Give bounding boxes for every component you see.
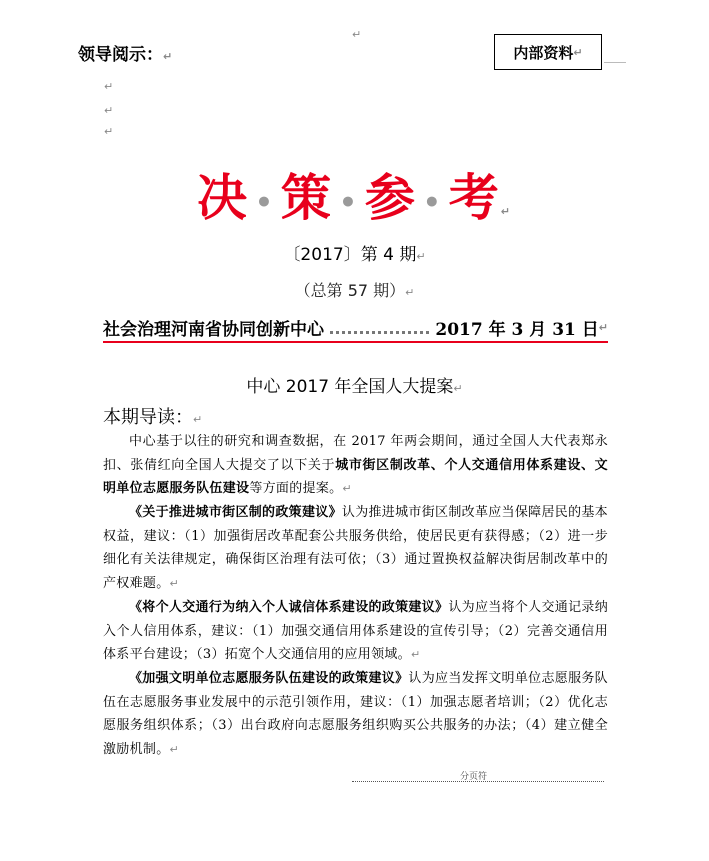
proposal-title: 《加强文明单位志愿服务队伍建设的政策建议》 (129, 671, 409, 686)
title-separator: • (422, 185, 443, 219)
title-separator: • (255, 185, 275, 219)
paragraph-mark: ↵ (104, 125, 114, 138)
org-name: 社会治理河南省协同创新中心 (103, 319, 324, 340)
intro-paragraph: 中心基于以往的研究和调查数据，在 2017 年两会期间，通过全国人大代表郑永扣、张倩红向全国人大提交了以下关于城市街区制改革、个人交通信用体系建设、文明单位志愿服务队伍建设等方面的提案。↵ (103, 434, 608, 496)
title-separator: • (338, 185, 359, 219)
leader-comment-label: 领导阅示：↵ (78, 45, 173, 65)
title-char: 策 (280, 168, 333, 227)
paragraph-mark: ↵ (410, 648, 421, 661)
paragraph-mark: ↵ (416, 250, 426, 263)
page-break-label: 分页符 (460, 772, 488, 782)
total-issue-number: （总第 57 期）↵ (294, 281, 415, 300)
title-char: 考 (448, 168, 501, 227)
proposal-title: 《将个人交通行为纳入个人诚信体系建设的政策建议》 (129, 600, 449, 615)
section-title: 中心 2017 年全国人大提案↵ (246, 377, 463, 397)
title-char: 参 (364, 168, 417, 227)
paragraph-mark: ↵ (193, 413, 203, 426)
paragraph-mark: ↵ (169, 742, 180, 756)
proposal-paragraph: 《加强文明单位志愿服务队伍建设的政策建议》认为应当发挥文明单位志愿服务队伍在志愿服务事业发展中的示范引领作用，建议：（1）加强志愿者培训；（2）优化志愿服务组织体系；（3）出台政府向志愿服务组织购买公共服务的办法；（4）建立健全激励机制。↵ (103, 671, 608, 757)
paragraph-mark: ↵ (352, 28, 362, 41)
issue-date: 2017 年 3 月 31 日 (435, 319, 599, 340)
issue-number: 〔2017〕第 4 期↵ (283, 245, 426, 265)
proposal-paragraph: 《将个人交通行为纳入个人诚信体系建设的政策建议》认为应当将个人交通记录纳入个人信用体系，建议：（1）加强交通信用体系建设的宣传引导；（2）完善交通信用体系平台建设；（3）拓宽个人交通信用的应用领域。↵ (103, 600, 609, 662)
paragraph-mark: ↵ (453, 382, 463, 395)
paragraph-mark: ↵ (163, 50, 173, 63)
paragraph-mark: ↵ (104, 104, 114, 117)
paragraph-mark: ↵ (405, 286, 415, 299)
intro-highlight: 城市街区制改革、个人交通信用体系建设、文明单位志愿服务队伍建设 (103, 457, 608, 496)
title-char: 决 (197, 168, 250, 227)
internal-label: 内部资料 (513, 43, 574, 62)
org-date-row (103, 315, 608, 339)
paragraph-mark: ↵ (169, 576, 180, 590)
masthead-title (0, 158, 709, 230)
margin-line (604, 62, 626, 63)
proposal-title: 《关于推进城市街区制的政策建议》 (129, 505, 342, 520)
internal-material-box (494, 34, 602, 70)
paragraph-mark: ↵ (598, 320, 608, 334)
proposal-paragraph: 《关于推进城市街区制的政策建议》认为推进城市街区制改革应当保障居民的基本权益，建议：（1）加强街居改革配套公共服务供给，使居民更有获得感；（2）进一步细化有关法律规定，确保街区治理有法可依；（3）通过置换权益解决街居制改革中的产权难题。↵ (103, 505, 608, 591)
paragraph-mark: ↵ (500, 205, 512, 218)
lead-label: 本期导读：↵ (103, 407, 203, 428)
red-divider-rule (103, 341, 608, 343)
paragraph-mark: ↵ (104, 80, 114, 93)
dot-leader (330, 321, 429, 334)
paragraph-mark: ↵ (342, 482, 352, 495)
paragraph-mark: ↵ (573, 45, 583, 59)
